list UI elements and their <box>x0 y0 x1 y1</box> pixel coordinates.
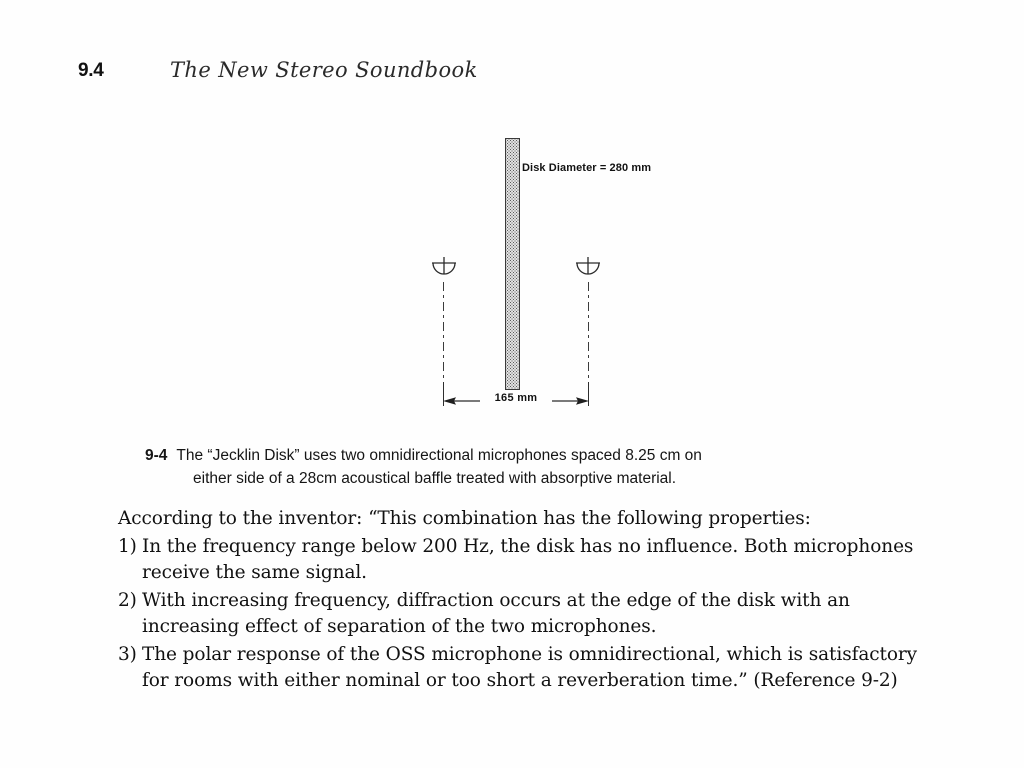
disk-diameter-label: Disk Diameter = 280 mm <box>522 162 652 174</box>
dimension-value-label: 165 mm <box>494 392 538 404</box>
figure-caption <box>145 444 905 490</box>
book-title: The New Stereo Soundbook <box>170 58 478 82</box>
section-number: 9.4 <box>78 60 104 81</box>
caption-line-2: either side of a 28cm acoustical baffle treated with absorptive material. <box>193 470 677 487</box>
running-head <box>0 60 1024 96</box>
list-item <box>118 534 938 586</box>
list-item-text: With increasing frequency, diffraction occurs at the edge of the disk with an increasing effect of separation of the two microphones. <box>142 590 850 637</box>
list-marker: 2) <box>118 590 137 611</box>
microphone-right-icon <box>573 255 603 281</box>
list-item-text: In the frequency range below 200 Hz, the disk has no influence. Both microphones receive the same signal. <box>142 536 914 583</box>
list-item <box>118 642 938 694</box>
list-item <box>118 588 938 640</box>
intro-paragraph: According to the inventor: “This combination has the following properties: <box>118 508 811 529</box>
list-marker: 1) <box>118 536 137 557</box>
caption-number: 9-4 <box>145 447 168 464</box>
list-item-text: The polar response of the OSS microphone is omnidirectional, which is satisfactory for rooms with either nominal or too short a reverberation time.” (Reference 9-2) <box>142 644 918 691</box>
body-text <box>118 506 938 696</box>
microphone-left-icon <box>429 255 459 281</box>
list-marker: 3) <box>118 644 137 665</box>
acoustic-baffle-disk <box>505 138 520 390</box>
jecklin-disk-figure <box>0 120 1024 430</box>
caption-line-1: The “Jecklin Disk” uses two omnidirectional microphones spaced 8.25 cm on <box>176 447 702 464</box>
